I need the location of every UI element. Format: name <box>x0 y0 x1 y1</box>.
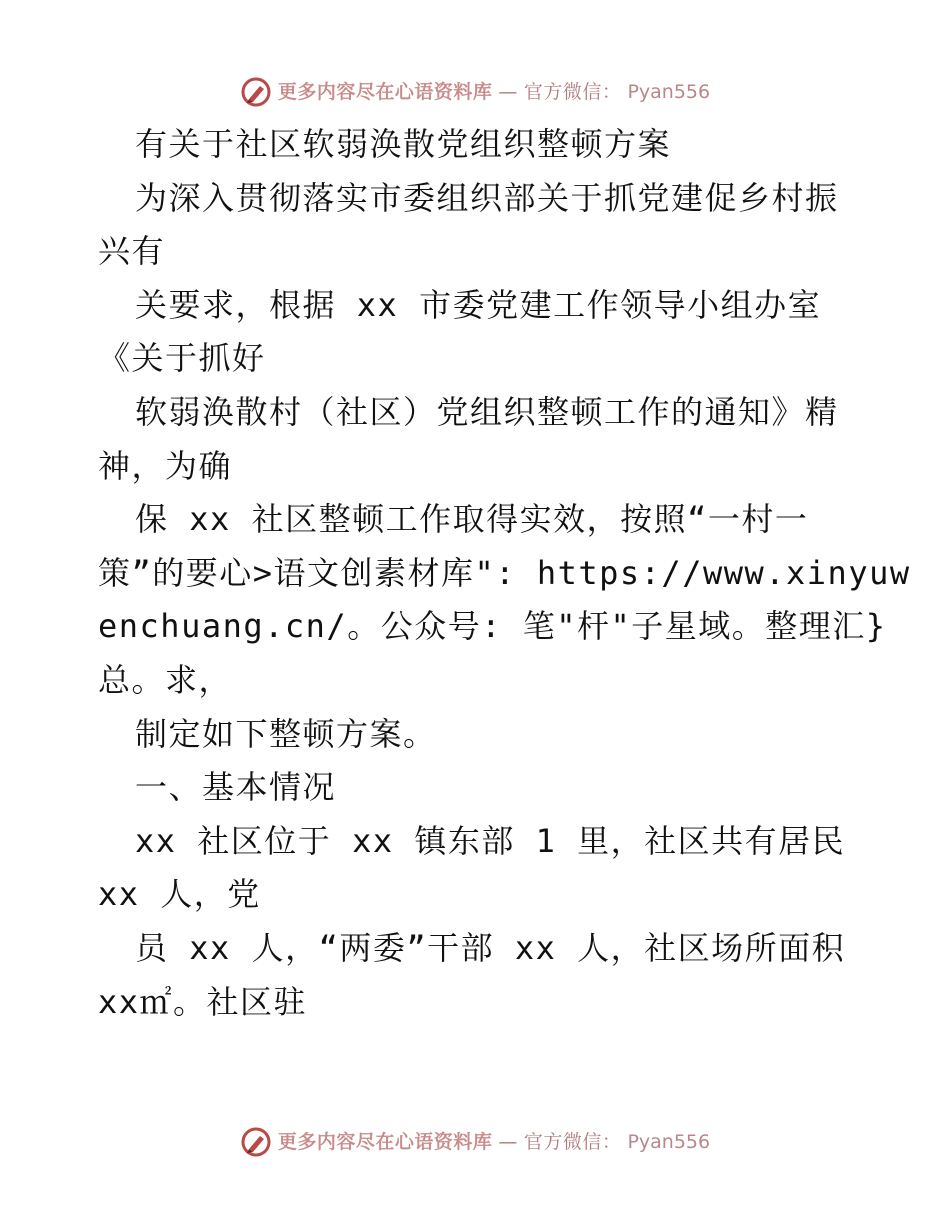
text-line: 为深入贯彻落实市委组织部关于抓党建促乡村振 <box>135 178 839 217</box>
text-line: xx 人，党 <box>98 875 261 914</box>
text-line: 有关于社区软弱涣散党组织整顿方案 <box>135 125 672 163</box>
text-line: 神，为确 <box>98 446 233 485</box>
footer-watermark <box>0 1126 950 1158</box>
text-line: 制定如下整顿方案。 <box>135 714 437 753</box>
watermark-site-name: 更多内容尽在心语资料库 <box>277 1131 493 1153</box>
pen-logo-icon <box>240 1126 272 1158</box>
watermark-wechat-label: 官方微信： <box>523 81 622 103</box>
text-line: 软弱涣散村（社区）党组织整顿工作的通知》精 <box>135 392 839 431</box>
document-body <box>98 118 911 1029</box>
text-line: 关要求，根据 xx 市委党建工作领导小组办室 <box>135 285 822 324</box>
text-line: enchuang.cn/。公众号: 笔"杆"子星域。整理汇} <box>98 607 887 646</box>
watermark-wechat-label: 官方微信： <box>523 1131 622 1153</box>
text-line: xx 社区位于 xx 镇东部 1 里，社区共有居民 <box>135 821 846 860</box>
watermark-site-name: 更多内容尽在心语资料库 <box>277 81 493 103</box>
text-line: 员 xx 人，“两委”干部 xx 人，社区场所面积 <box>135 928 846 967</box>
text-line: xx㎡。社区驻 <box>98 982 308 1021</box>
text-line: 保 xx 社区整顿工作取得实效，按照“一村一 <box>135 500 809 539</box>
text-line: 策”的要心>语文创素材库": https://www.xinyuw <box>98 553 911 592</box>
header-watermark <box>0 76 950 108</box>
section-heading: 一、基本情况 <box>135 768 337 807</box>
watermark-wechat-id: Pyan556 <box>627 1131 711 1153</box>
text-line: 《关于抓好 <box>98 339 266 378</box>
pen-logo-icon <box>240 76 272 108</box>
watermark-wechat-id: Pyan556 <box>627 81 711 103</box>
watermark-dash: — <box>498 81 518 103</box>
text-line: 总。求， <box>98 660 233 699</box>
text-line: 兴有 <box>98 232 166 271</box>
watermark-dash: — <box>498 1131 518 1153</box>
